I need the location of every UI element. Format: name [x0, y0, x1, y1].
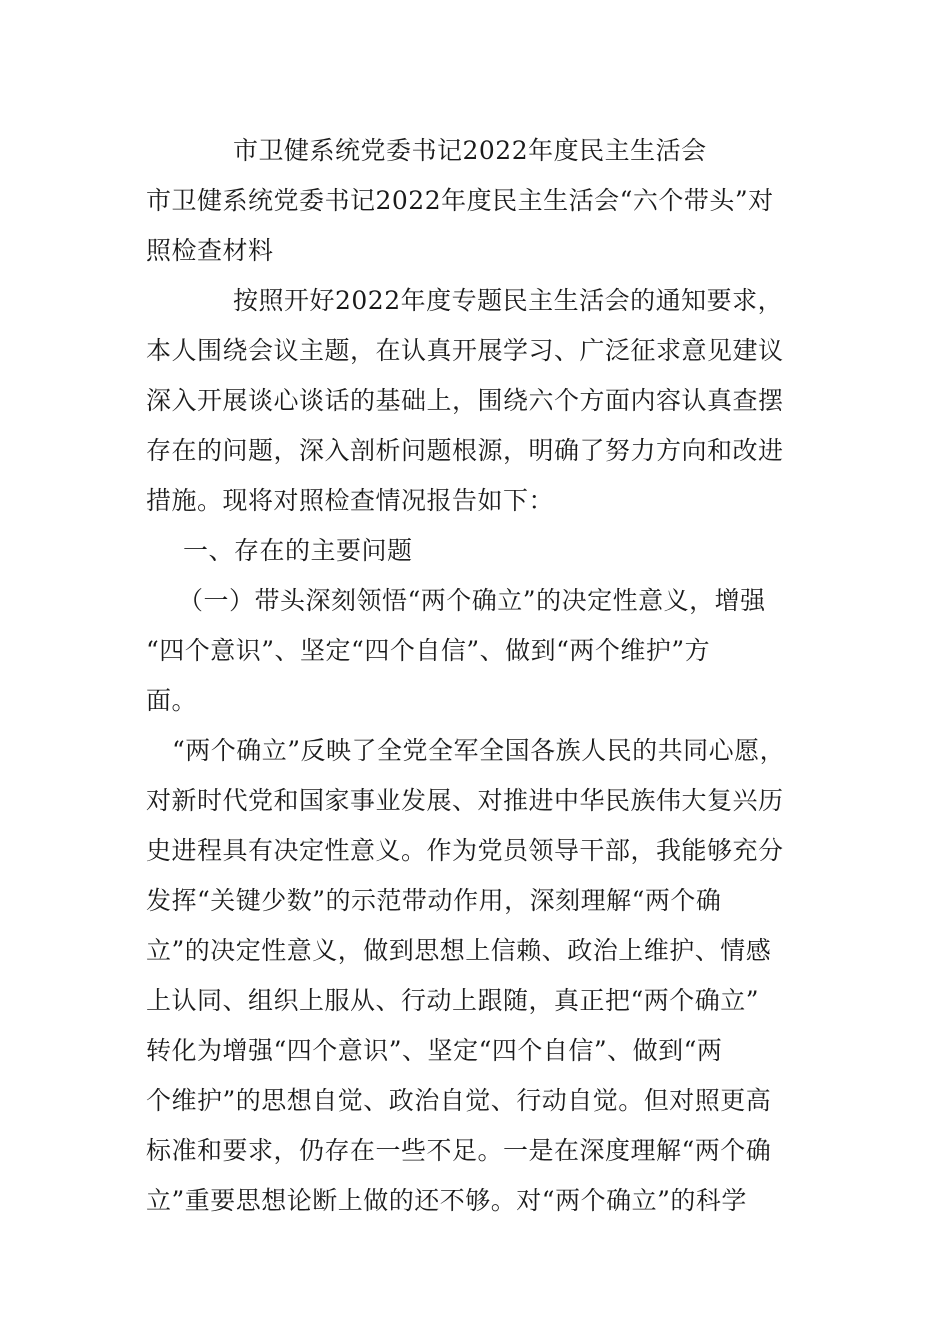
paragraph-line: 发挥“关键少数”的示范带动作用，深刻理解“两个确 [146, 886, 722, 915]
paragraph-line: “两个确立”反映了全党全军全国各族人民的共同心愿， [172, 736, 786, 765]
subsection-heading-line: “四个意识”、坚定“四个自信”、做到“两个维护”方 [146, 636, 711, 665]
paragraph-line: 标准和要求，仍存在一些不足。一是在深度理解“两个确 [146, 1136, 772, 1165]
subsection-heading-line: 面。 [146, 686, 198, 715]
paragraph-line: 立”重要思想论断上做的还不够。对“两个确立”的科学 [146, 1186, 747, 1215]
doc-title-line-1: 市卫健系统党委书记2022年度民主生活会“六个带头”对 [146, 186, 774, 215]
doc-title-line-2: 照检查材料 [146, 236, 274, 265]
paragraph-line: 按照开好2022年度专题民主生活会的通知要求， [233, 286, 784, 315]
paragraph-line: 立”的决定性意义，做到思想上信赖、政治上维护、情感 [146, 936, 772, 965]
paragraph-line: 深入开展谈心谈话的基础上，围绕六个方面内容认真查摆 [146, 386, 784, 415]
paragraph-line: 措施。现将对照检查情况报告如下： [146, 486, 555, 515]
doc-heading: 市卫健系统党委书记2022年度民主生活会 [233, 136, 707, 165]
paragraph-line: 史进程具有决定性意义。作为党员领导干部，我能够充分 [146, 836, 784, 865]
paragraph-line: 本人围绕会议主题，在认真开展学习、广泛征求意见建议 [146, 336, 784, 365]
paragraph-line: 个维护”的思想自觉、政治自觉、行动自觉。但对照更高 [146, 1086, 772, 1115]
section-heading: 一、存在的主要问题 [183, 536, 413, 565]
subsection-heading-line: （一）带头深刻领悟“两个确立”的决定性意义，增强 [178, 586, 766, 615]
paragraph-line: 转化为增强“四个意识”、坚定“四个自信”、做到“两 [146, 1036, 723, 1065]
paragraph-line: 存在的问题，深入剖析问题根源，明确了努力方向和改进 [146, 436, 784, 465]
paragraph-line: 对新时代党和国家事业发展、对推进中华民族伟大复兴历 [146, 786, 784, 815]
paragraph-line: 上认同、组织上服从、行动上跟随，真正把“两个确立” [146, 986, 760, 1015]
